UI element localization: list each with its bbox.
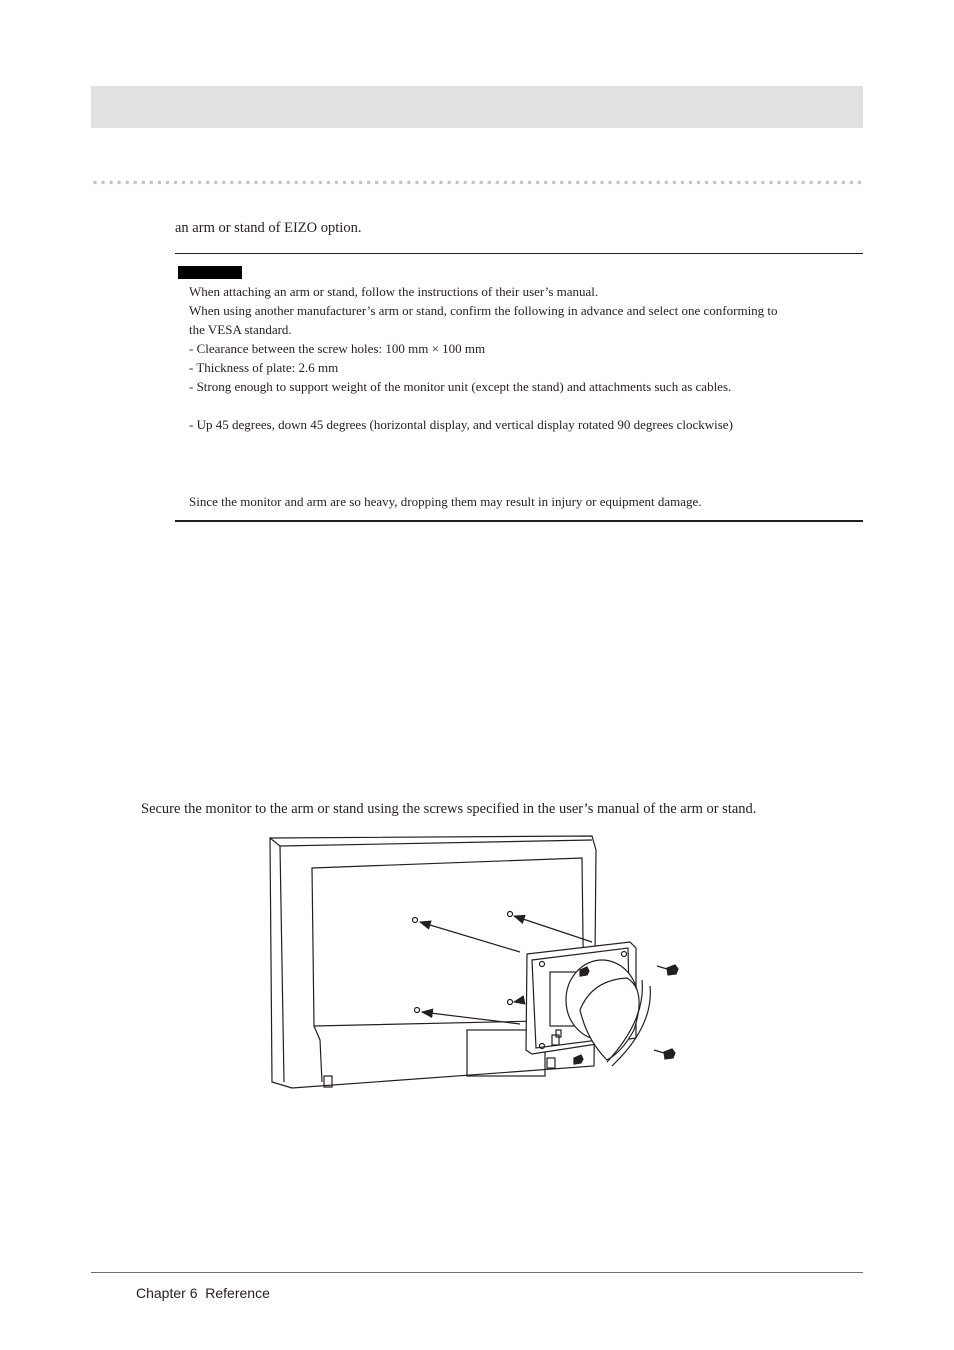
footer-chapter: Chapter 6 Reference <box>136 1285 270 1301</box>
note-line: - Clearance between the screw holes: 100 mm × 100 mm <box>189 341 486 356</box>
note-line: the VESA standard. <box>189 322 292 337</box>
section-header-bar <box>91 86 863 128</box>
note-bottom-rule <box>175 520 863 522</box>
note-line: - Strong enough to support weight of the monitor unit (except the stand) and attachments such as cables. <box>189 379 732 394</box>
note-line: Since the monitor and arm are so heavy, dropping them may result in injury or equipment damage. <box>189 494 702 509</box>
intro-text: an arm or stand of EIZO option. <box>175 220 362 236</box>
dotted-divider <box>91 180 863 185</box>
note-line: When using another manufacturer’s arm or stand, confirm the following in advance and select one conforming to <box>189 303 778 318</box>
attention-label-box <box>178 266 242 279</box>
note-top-rule <box>175 253 863 254</box>
note-line: - Thickness of plate: 2.6 mm <box>189 360 339 375</box>
note-line: - Up 45 degrees, down 45 degrees (horizontal display, and vertical display rotated 90 degrees clockwise) <box>189 417 733 432</box>
arm-mounting-illustration <box>262 830 692 1105</box>
instruction-text: Secure the monitor to the arm or stand using the screws specified in the user’s manual of the arm or stand. <box>141 801 757 817</box>
note-line: When attaching an arm or stand, follow the instructions of their user’s manual. <box>189 284 599 299</box>
footer-rule <box>91 1272 863 1273</box>
